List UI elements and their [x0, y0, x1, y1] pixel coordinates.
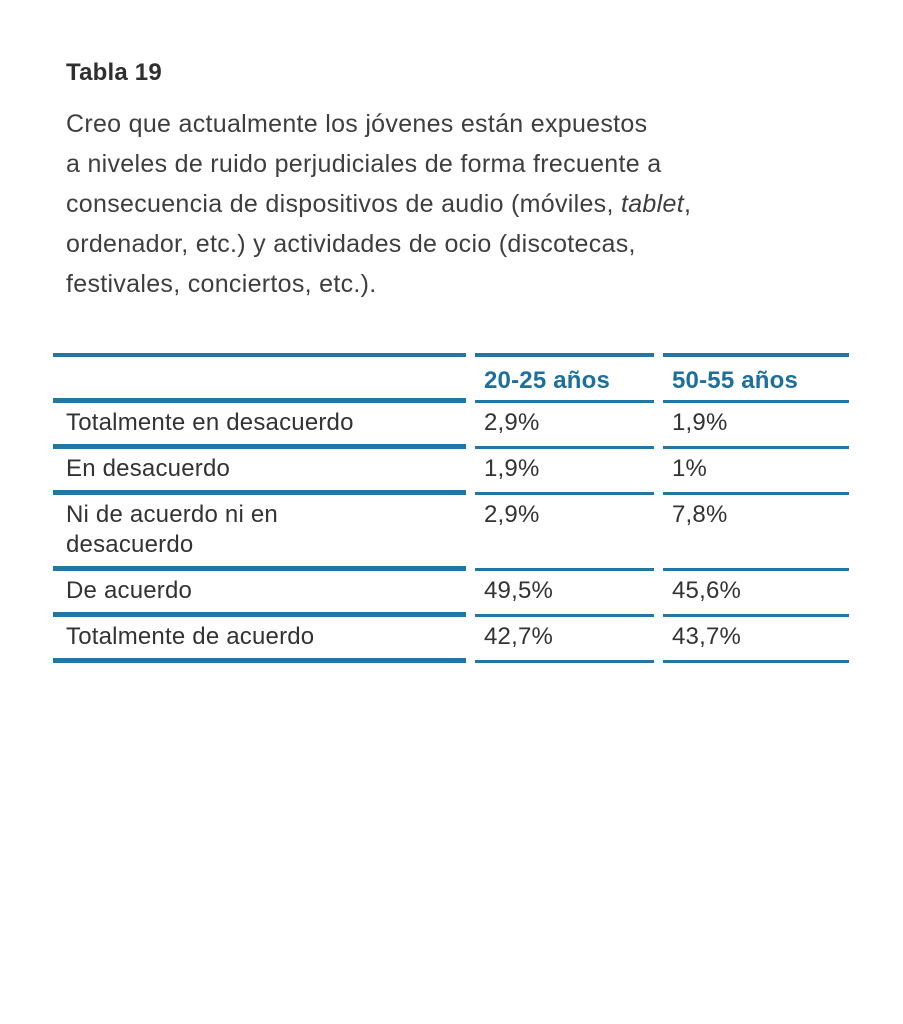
caption-line: a niveles de ruido perjudiciales de forma frecuente a [66, 150, 662, 178]
cell-value: 2,9% [475, 495, 654, 571]
row-label-text: Ni de acuerdo ni en desacuerdo [66, 501, 278, 558]
column-header-20-25: 20-25 años [475, 353, 654, 403]
cell-value: 1,9% [663, 403, 849, 449]
caption-line: Creo que actualmente los jóvenes están expuestos [66, 110, 648, 138]
cell-value: 43,7% [663, 617, 849, 663]
column-header-50-55: 50-55 años [663, 353, 849, 403]
cell-value: 45,6% [663, 571, 849, 617]
caption-line [66, 184, 846, 224]
table-body [53, 403, 849, 663]
caption-line-3-pre: consecuencia de dispositivos de audio (móviles, [66, 190, 621, 218]
cell-value: 1,9% [475, 449, 654, 495]
header-empty-cell [53, 353, 466, 403]
results-table [53, 353, 849, 663]
table-row [53, 495, 849, 571]
cell-value: 2,9% [475, 403, 654, 449]
cell-value: 42,7% [475, 617, 654, 663]
cell-value: 1% [663, 449, 849, 495]
table-row [53, 617, 849, 663]
table-row [53, 403, 849, 449]
row-label: En desacuerdo [53, 449, 466, 495]
table-row [53, 571, 849, 617]
table-caption-text [66, 104, 846, 304]
table-row [53, 449, 849, 495]
caption-line-3-italic: tablet [620, 190, 684, 218]
table-header-row [53, 353, 849, 403]
row-label: Totalmente en desacuerdo [53, 403, 466, 449]
row-label [53, 495, 466, 571]
row-label: De acuerdo [53, 571, 466, 617]
cell-value: 49,5% [475, 571, 654, 617]
cell-value: 7,8% [663, 495, 849, 571]
caption-line: festivales, conciertos, etc.). [66, 270, 377, 298]
row-label: Totalmente de acuerdo [53, 617, 466, 663]
caption-line-3-post: , [683, 190, 692, 218]
caption-line: ordenador, etc.) y actividades de ocio (discotecas, [66, 230, 636, 258]
table-caption-label: Tabla 19 [66, 59, 162, 86]
